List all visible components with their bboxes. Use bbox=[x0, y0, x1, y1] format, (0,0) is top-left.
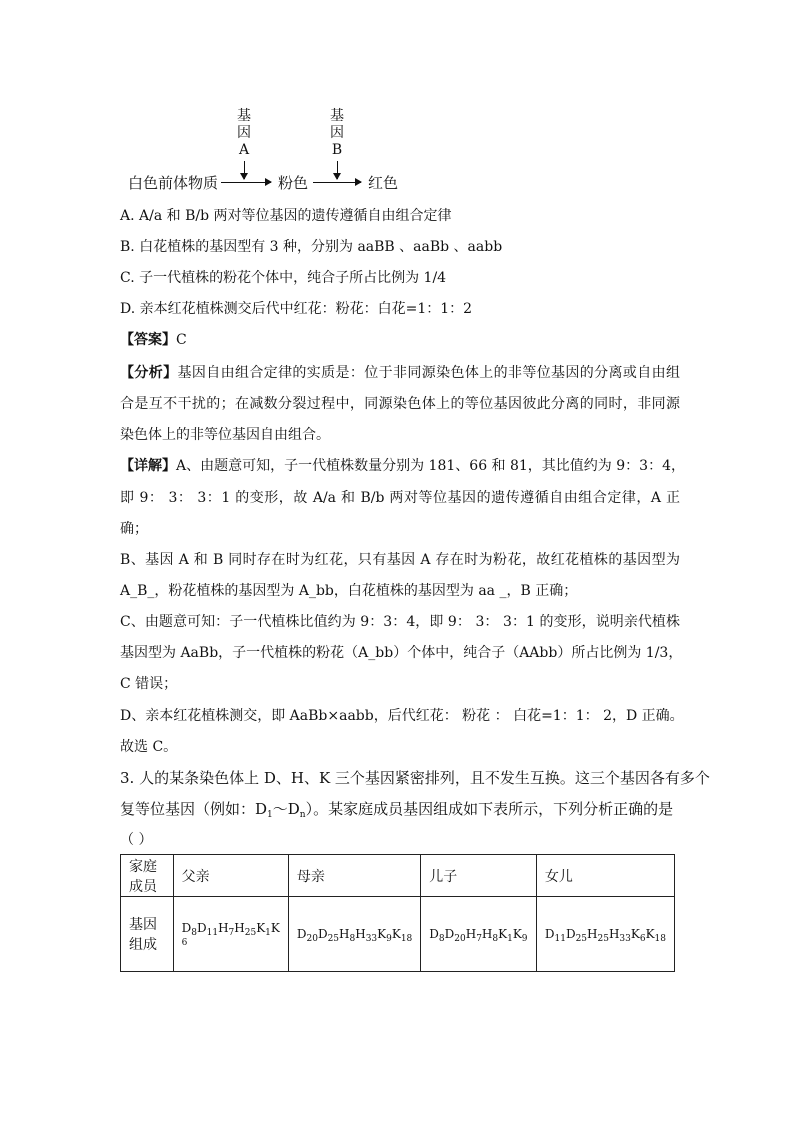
analysis-text-1: 基因自由组合定律的实质是：位于非同源染色体上的非等位基因的分离或自由组 bbox=[177, 365, 681, 381]
mother-g5-sub: 9 bbox=[386, 934, 392, 944]
gene-b-label bbox=[326, 108, 348, 159]
mother-g6-sub: 18 bbox=[400, 934, 413, 944]
daughter-g3: H bbox=[587, 927, 598, 941]
question3-paren: （ ） bbox=[120, 832, 153, 848]
header-father: 父亲 bbox=[173, 855, 288, 897]
detail-line-3: 确； bbox=[120, 521, 148, 537]
father-wrap-sub: 6 bbox=[181, 938, 188, 948]
detail-text-1: A、由题意可知，子一代植株数量分别为 181、66 和 81，其比值约为 9：3：4， bbox=[176, 458, 685, 474]
father-g3-sub: 7 bbox=[228, 928, 235, 938]
mother-g4: H bbox=[355, 927, 366, 941]
son-g3-sub: 7 bbox=[476, 934, 482, 944]
father-g1: D bbox=[181, 921, 192, 935]
daughter-g2-sub: 25 bbox=[575, 934, 588, 944]
mother-g2-sub: 25 bbox=[327, 934, 340, 944]
answer-label: 【答案】 bbox=[120, 332, 176, 348]
question3-line-1: 3. 人的某条染色体上 D、H、K 三个基因紧密排列，且不发生互换。这三个基因各有多个 bbox=[120, 769, 710, 787]
option-b: B. 白花植株的基因型有 3 种，分别为 aaBB 、aaBb 、aabb bbox=[120, 239, 503, 255]
gene-a-char-2: 因 bbox=[237, 125, 251, 141]
arrow-to-red-icon bbox=[313, 182, 361, 183]
header-mother: 母亲 bbox=[288, 855, 420, 897]
mother-g3-sub: 8 bbox=[349, 934, 356, 944]
mother-g2: D bbox=[317, 927, 328, 941]
detail-line-10: 故选 C。 bbox=[120, 739, 178, 755]
pink-node: 粉色 bbox=[278, 174, 309, 192]
detail-line-2: 即 9： 3： 3：1 的变形，故 A/a 和 B/b 两对等位基因的遗传遵循自由组合定律，A 正 bbox=[120, 490, 680, 506]
header-member: 家庭成员 bbox=[121, 855, 174, 897]
daughter-g4: H bbox=[608, 927, 620, 941]
answer-value: C bbox=[176, 332, 187, 348]
gene-b-arrow-icon bbox=[337, 161, 338, 179]
row-label: 基因组成 bbox=[121, 897, 174, 972]
mother-g5: K bbox=[377, 927, 387, 941]
option-a: A. A/a 和 B/b 两对等位基因的遗传遵循自由组合定律 bbox=[120, 208, 452, 224]
detail-line-9: D、亲本红花植株测交，即 AaBb×aabb，后代红花： 粉花 ： 白花=1：1： 2，D 正确。 bbox=[120, 708, 684, 724]
father-g6: K bbox=[270, 921, 280, 935]
father-g2: D bbox=[197, 921, 207, 935]
analysis-line-1 bbox=[120, 363, 680, 383]
son-g5: K bbox=[498, 927, 508, 941]
analysis-line-3: 染色体上的非等位基因自由组合。 bbox=[120, 427, 330, 443]
son-genotype bbox=[421, 897, 537, 972]
question3-sub-1: 1 bbox=[267, 810, 273, 820]
daughter-g1-sub: 11 bbox=[554, 934, 566, 944]
son-g6-sub: 9 bbox=[521, 934, 528, 944]
daughter-g3-sub: 25 bbox=[597, 934, 609, 944]
table-header-row bbox=[121, 855, 675, 897]
gene-a-char-3: A bbox=[238, 142, 250, 158]
son-g1: D bbox=[429, 927, 439, 941]
son-g4-sub: 8 bbox=[492, 934, 499, 944]
father-g1-sub: 8 bbox=[191, 928, 197, 938]
mother-g6: K bbox=[391, 927, 401, 941]
father-g4-sub: 25 bbox=[244, 928, 257, 938]
daughter-g6: K bbox=[645, 927, 655, 941]
detail-line-4: B、基因 A 和 B 同时存在时为红花，只有基因 A 存在时为粉花，故红花植株的基因型为 bbox=[120, 552, 680, 568]
father-g4: H bbox=[234, 921, 245, 935]
daughter-g4-sub: 33 bbox=[619, 934, 631, 944]
option-d: D. 亲本红花植株测交后代中红花：粉花：白花=1：1：2 bbox=[120, 301, 473, 317]
son-g2: D bbox=[444, 927, 455, 941]
red-node: 红色 bbox=[368, 174, 399, 192]
question3-sub-n: n bbox=[299, 810, 306, 820]
daughter-g6-sub: 18 bbox=[654, 934, 666, 944]
son-g4: H bbox=[481, 927, 493, 941]
detail-line-5: A_B_，粉花植株的基因型为 A_bb，白花植株的基因型为 aa _，B 正确； bbox=[120, 583, 578, 599]
son-g3: H bbox=[465, 927, 477, 941]
question3-text-end: ）。某家庭成员基因组成如下表所示，下列分析正确的是 bbox=[305, 800, 674, 818]
mother-g1: D bbox=[296, 927, 307, 941]
analysis-label: 【分析】 bbox=[120, 365, 178, 381]
detail-label: 【详解】 bbox=[120, 458, 176, 474]
header-daughter: 女儿 bbox=[536, 855, 674, 897]
option-c: C. 子一代植株的粉花个体中，纯合子所占比例为 1/4 bbox=[120, 270, 447, 286]
gene-b-char-3: B bbox=[331, 142, 343, 158]
gene-a-label bbox=[233, 108, 255, 159]
question3-text-start: 复等位基因（例如：D bbox=[120, 800, 268, 818]
detail-line-8: C 错误； bbox=[120, 676, 178, 692]
detail-line-7: 基因型为 AaBb，子一代植株的粉花（A_bb）个体中，纯合子（AAbb）所占比例为 1/3， bbox=[120, 645, 683, 661]
question3-tilde: ～D bbox=[272, 800, 300, 818]
mother-g1-sub: 20 bbox=[306, 934, 318, 944]
arrow-to-pink-icon bbox=[221, 182, 271, 183]
son-g6: K bbox=[512, 927, 522, 941]
father-g3: H bbox=[218, 921, 229, 935]
gene-table bbox=[120, 854, 675, 972]
gene-a-char-1: 基 bbox=[237, 108, 251, 124]
mother-g3: H bbox=[339, 927, 350, 941]
detail-line-1 bbox=[120, 456, 685, 476]
detail-line-6: C、由题意可知：子一代植株比值约为 9：3：4，即 9： 3： 3：1 的变形，说明亲代植株 bbox=[120, 614, 680, 630]
pathway-diagram bbox=[120, 108, 440, 198]
son-g5-sub: 1 bbox=[507, 934, 513, 944]
father-g5-sub: 1 bbox=[265, 928, 271, 938]
mother-genotype bbox=[288, 897, 420, 972]
precursor-node: 白色前体物质 bbox=[128, 174, 219, 192]
daughter-g5-sub: 6 bbox=[639, 934, 646, 944]
father-genotype bbox=[173, 897, 288, 972]
father-g5: K bbox=[256, 921, 266, 935]
answer-line bbox=[120, 330, 680, 350]
daughter-g1: D bbox=[544, 927, 555, 941]
gene-b-char-1: 基 bbox=[330, 108, 344, 124]
gene-a-arrow-icon bbox=[244, 161, 245, 179]
question3-line-2 bbox=[120, 799, 680, 819]
son-g2-sub: 20 bbox=[454, 934, 466, 944]
daughter-genotype bbox=[536, 897, 674, 972]
father-g2-sub: 11 bbox=[206, 928, 219, 938]
header-son: 儿子 bbox=[421, 855, 537, 897]
gene-b-char-2: 因 bbox=[330, 125, 344, 141]
table-row bbox=[121, 897, 675, 972]
son-g1-sub: 8 bbox=[438, 934, 445, 944]
analysis-line-2: 合是互不干扰的；在减数分裂过程中，同源染色体上的等位基因彼此分离的同时，非同源 bbox=[120, 396, 680, 412]
mother-g4-sub: 33 bbox=[365, 934, 378, 944]
daughter-g2: D bbox=[565, 927, 576, 941]
daughter-g5: K bbox=[630, 927, 640, 941]
